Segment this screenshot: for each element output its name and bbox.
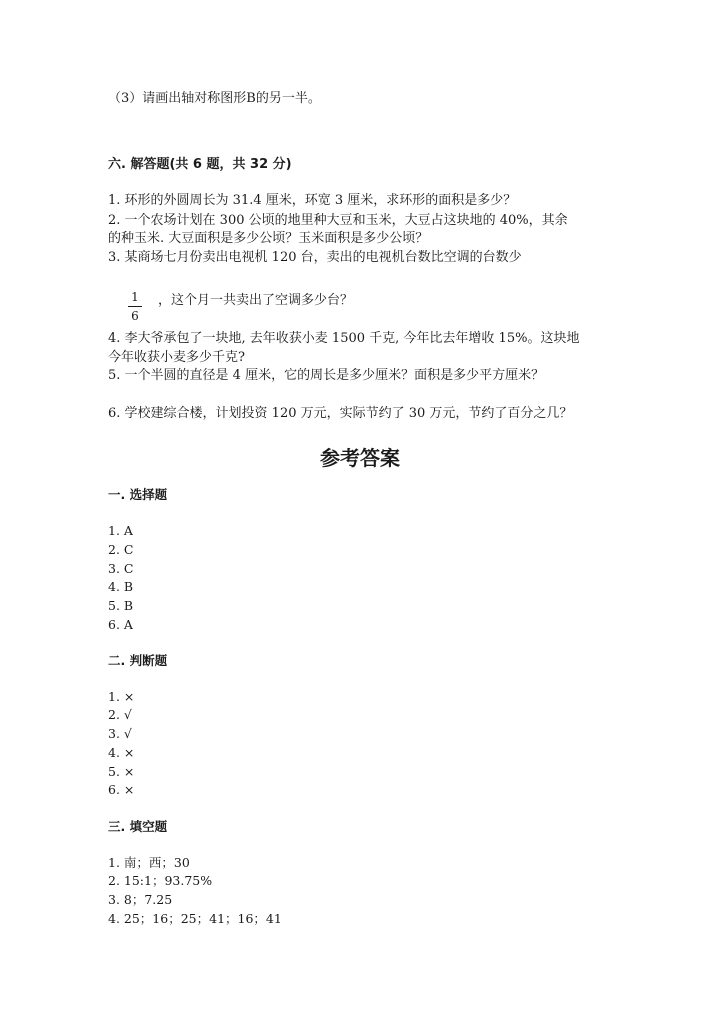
problem-2-line-2: 的种玉米. 大豆面积是多少公顷？玉米面积是多少公顷？	[108, 231, 429, 246]
fill-heading: 三. 填空题	[108, 819, 168, 834]
section-6-heading: 六. 解答题(共 6 题，共 32 分)	[108, 157, 292, 172]
fill-answer: 2. 15:1；93.75%	[108, 873, 213, 888]
fraction-bar	[128, 306, 142, 307]
fill-answer: 4. 25；16；25；41；16；41	[108, 911, 282, 926]
choice-answer: 3. C	[108, 561, 134, 576]
answers-title: 参考答案	[320, 446, 400, 470]
problem-1: 1. 环形的外圆周长为 31.4 厘米，环宽 3 厘米，求环形的面积是多少？	[108, 193, 517, 208]
choice-answer: 2. C	[108, 542, 134, 557]
judge-answer: 3. √	[108, 726, 132, 741]
fill-answer: 3. 8；7.25	[108, 892, 173, 907]
choice-heading: 一. 选择题	[108, 487, 168, 502]
problem-2-line-1: 2. 一个农场计划在 300 公顷的地里种大豆和玉米，大豆占这块地的 40%，其余	[108, 213, 568, 228]
choice-answer: 4. B	[108, 579, 134, 594]
problem-6: 6. 学校建综合楼，计划投资 120 万元，实际节约了 30 万元，节约了百分之几？	[108, 406, 573, 421]
judge-answer: 2. √	[108, 707, 132, 722]
choice-answer: 6. A	[108, 617, 133, 632]
judge-answer: 6. ×	[108, 782, 135, 797]
judge-heading: 二. 判断题	[108, 653, 168, 668]
fraction-numerator: 1	[131, 290, 139, 304]
fraction-denominator: 6	[131, 309, 139, 323]
judge-answer: 1. ×	[108, 689, 135, 704]
problem-4-line-2: 今年收获小麦多少千克?	[108, 350, 245, 365]
judge-answer: 4. ×	[108, 745, 135, 760]
choice-answer: 5. B	[108, 598, 134, 613]
problem-5: 5. 一个半圆的直径是 4 厘米，它的周长是多少厘米？面积是多少平方厘米？	[108, 368, 545, 383]
problem-3-line-1: 3. 某商场七月份卖出电视机 120 台，卖出的电视机台数比空调的台数少	[108, 250, 522, 265]
fill-answer: 1. 南；西；30	[108, 855, 190, 870]
choice-answer: 1. A	[108, 523, 133, 538]
judge-answer: 5. ×	[108, 764, 135, 779]
problem-3-line-2: ，这个月一共卖出了空调多少台？	[158, 293, 354, 308]
problem-4-line-1: 4. 李大爷承包了一块地, 去年收获小麦 1500 千克, 今年比去年增收 15%。这块地	[108, 331, 580, 346]
fraction-one-sixth	[128, 290, 142, 323]
question-3-instruction: （3）请画出轴对称图形B的另一半。	[108, 91, 321, 106]
